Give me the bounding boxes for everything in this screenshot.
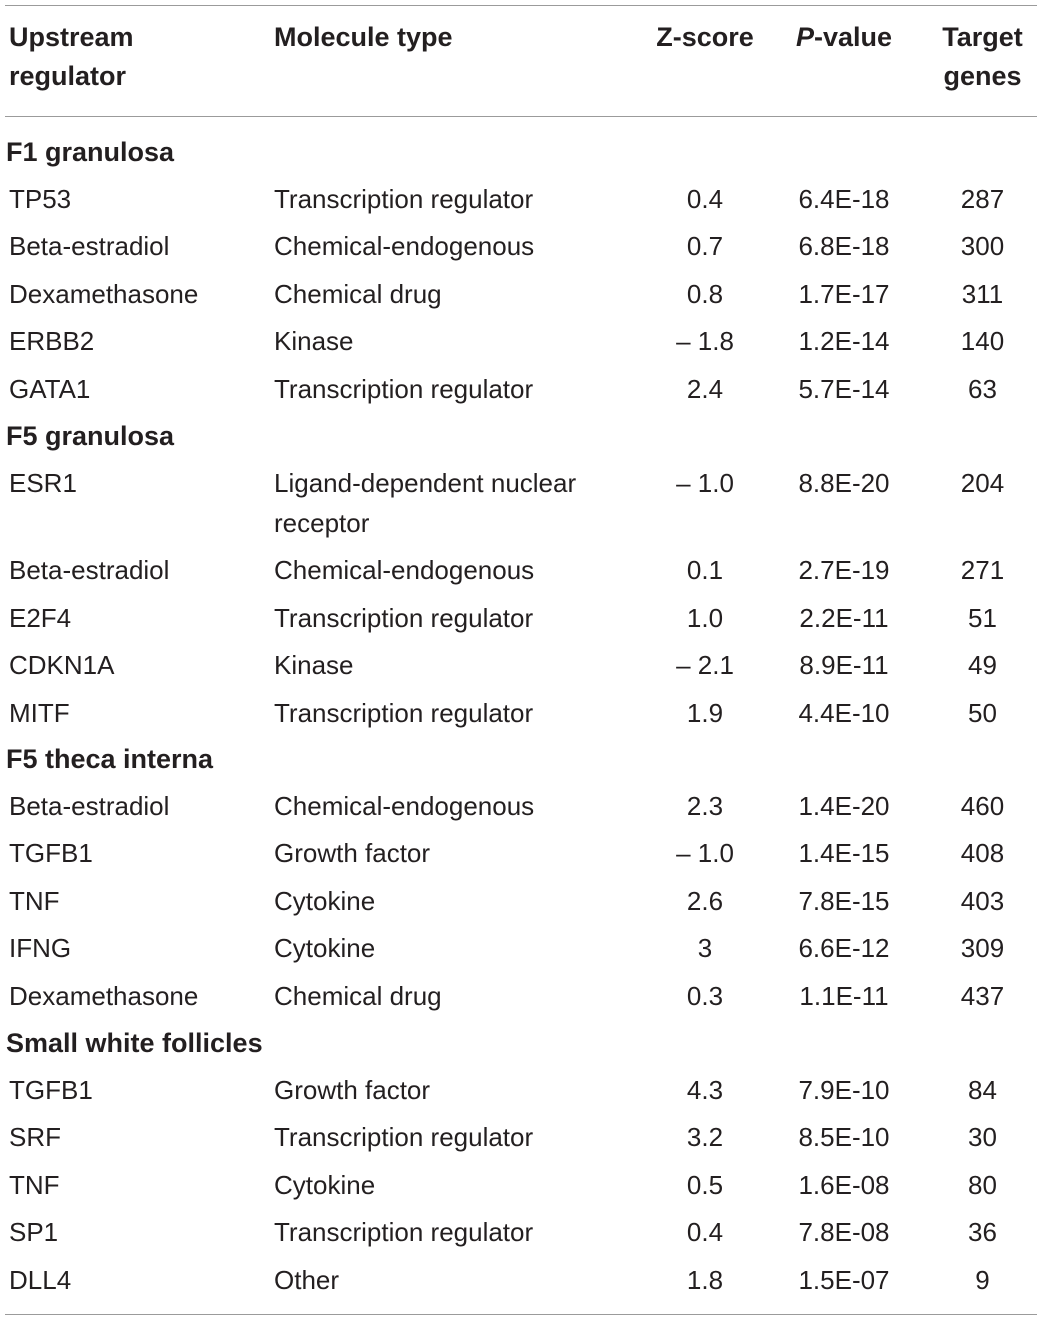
- row-target-genes: 311: [961, 278, 1004, 309]
- row-p-value: 8.9E-11: [799, 650, 889, 681]
- row-target-genes: 309: [960, 933, 1005, 964]
- row-target-genes: 84: [968, 1075, 997, 1105]
- section-title: F5 theca interna: [6, 744, 214, 774]
- row-z-score: 1.9: [686, 697, 724, 728]
- row-molecule-type: Chemical drug: [274, 278, 442, 309]
- row-p-value: 7.8E-08: [798, 1217, 890, 1248]
- row-regulator: ERBB2: [9, 326, 95, 357]
- row-p-value: 2.7E-19: [798, 555, 890, 586]
- row-z-score: 3: [697, 933, 713, 964]
- row-regulator: Dexamethasone: [9, 278, 199, 309]
- header-molecule-type: Molecule type: [274, 22, 453, 52]
- row-regulator: TGFB1: [9, 838, 93, 869]
- row-target-genes: 460: [960, 791, 1005, 821]
- row-target-genes: 49: [968, 650, 997, 681]
- row-regulator: DLL4: [9, 1264, 72, 1295]
- row-regulator: Beta-estradiol: [9, 791, 170, 821]
- header-upstream-regulator: Upstream regulator: [9, 22, 134, 91]
- row-z-score: 3.2: [686, 1122, 724, 1153]
- row-target-genes: 140: [960, 326, 1005, 357]
- row-p-value: 1.1E-11: [799, 980, 889, 1011]
- section-title: F1 granulosa: [6, 137, 175, 167]
- row-molecule-type: Growth factor: [274, 1075, 431, 1105]
- row-target-genes: 51: [968, 602, 997, 633]
- row-molecule-type: Cytokine: [274, 933, 376, 964]
- row-p-value: 6.8E-18: [798, 231, 890, 262]
- row-regulator: Beta-estradiol: [9, 231, 170, 262]
- row-p-value: 1.4E-20: [798, 791, 890, 821]
- row-regulator: CDKN1A: [9, 650, 115, 681]
- row-regulator: Beta-estradiol: [9, 555, 170, 586]
- row-molecule-type: Chemical drug: [274, 980, 442, 1011]
- row-p-value: 7.9E-10: [798, 1075, 890, 1105]
- row-molecule-type: Transcription regulator: [274, 373, 534, 404]
- row-target-genes: 80: [968, 1169, 997, 1200]
- row-p-value: 2.2E-11: [799, 602, 889, 633]
- row-z-score: 0.4: [686, 184, 724, 214]
- row-z-score: 2.4: [686, 373, 724, 404]
- row-regulator: SRF: [9, 1122, 61, 1153]
- row-molecule-type: Chemical-endogenous: [274, 791, 535, 821]
- row-p-value: 8.5E-10: [798, 1122, 890, 1153]
- row-regulator: TGFB1: [9, 1075, 93, 1105]
- row-target-genes: 63: [968, 373, 997, 404]
- table-bottom-rule: [5, 1314, 1037, 1315]
- row-target-genes: 9: [975, 1264, 990, 1295]
- row-molecule-type: Ligand-dependent nuclear receptor: [274, 468, 577, 538]
- row-molecule-type: Transcription regulator: [274, 1122, 534, 1153]
- row-regulator: ESR1: [9, 468, 77, 498]
- section-title: Small white follicles: [6, 1028, 263, 1058]
- row-regulator: E2F4: [9, 602, 72, 633]
- row-regulator: MITF: [9, 697, 70, 728]
- row-z-score: 4.3: [686, 1075, 724, 1105]
- row-regulator: TNF: [9, 1169, 60, 1200]
- row-regulator: GATA1: [9, 373, 91, 404]
- row-molecule-type: Kinase: [274, 326, 354, 357]
- row-target-genes: 403: [960, 885, 1005, 916]
- row-p-value: 6.6E-12: [798, 933, 890, 964]
- row-molecule-type: Chemical-endogenous: [274, 555, 535, 586]
- row-p-value: 1.7E-17: [798, 278, 890, 309]
- row-z-score: 0.8: [686, 278, 724, 309]
- row-z-score: 0.3: [686, 980, 724, 1011]
- row-p-value: 5.7E-14: [798, 373, 890, 404]
- row-target-genes: 408: [960, 838, 1005, 869]
- row-molecule-type: Transcription regulator: [274, 1217, 534, 1248]
- row-target-genes: 30: [968, 1122, 997, 1153]
- row-z-score: 2.6: [686, 885, 724, 916]
- row-p-value: 6.4E-18: [798, 184, 890, 214]
- header-target-genes: Target genes: [942, 22, 1023, 91]
- row-z-score: 0.1: [686, 555, 724, 586]
- row-z-score: 0.5: [686, 1169, 724, 1200]
- row-z-score: 2.3: [686, 791, 724, 821]
- row-target-genes: 50: [968, 697, 997, 728]
- row-target-genes: 437: [960, 980, 1005, 1011]
- row-z-score: – 1.0: [676, 838, 734, 869]
- row-z-score: 1.8: [686, 1264, 724, 1295]
- row-molecule-type: Cytokine: [274, 885, 376, 916]
- row-p-value: 1.4E-15: [798, 838, 890, 869]
- row-regulator: TP53: [9, 184, 72, 214]
- row-target-genes: 36: [968, 1217, 997, 1248]
- row-z-score: – 2.1: [676, 650, 734, 681]
- row-molecule-type: Transcription regulator: [274, 184, 534, 214]
- row-z-score: – 1.0: [676, 468, 734, 498]
- row-target-genes: 300: [960, 231, 1005, 262]
- row-regulator: IFNG: [9, 933, 72, 964]
- row-p-value: 1.6E-08: [798, 1169, 890, 1200]
- row-molecule-type: Transcription regulator: [274, 602, 534, 633]
- header-p-value: P-value: [795, 22, 893, 52]
- row-molecule-type: Growth factor: [274, 838, 431, 869]
- row-regulator: TNF: [9, 885, 60, 916]
- header-z-score: Z-score: [656, 22, 754, 52]
- row-p-value: 1.2E-14: [798, 326, 890, 357]
- row-target-genes: 271: [960, 555, 1005, 586]
- row-p-value: 1.5E-07: [798, 1264, 890, 1295]
- row-regulator: Dexamethasone: [9, 980, 199, 1011]
- section-title: F5 granulosa: [6, 421, 175, 451]
- row-z-score: 1.0: [686, 602, 724, 633]
- row-p-value: 7.8E-15: [798, 885, 890, 916]
- row-z-score: – 1.8: [676, 326, 734, 357]
- row-target-genes: 287: [960, 184, 1005, 214]
- row-z-score: 0.7: [686, 231, 724, 262]
- row-molecule-type: Chemical-endogenous: [274, 231, 535, 262]
- row-molecule-type: Kinase: [274, 650, 354, 681]
- row-z-score: 0.4: [686, 1217, 724, 1248]
- row-molecule-type: Other: [274, 1264, 340, 1295]
- row-molecule-type: Transcription regulator: [274, 697, 534, 728]
- row-target-genes: 204: [960, 468, 1005, 498]
- row-p-value: 8.8E-20: [798, 468, 890, 498]
- row-regulator: SP1: [9, 1217, 59, 1248]
- row-molecule-type: Cytokine: [274, 1169, 376, 1200]
- row-p-value: 4.4E-10: [798, 697, 890, 728]
